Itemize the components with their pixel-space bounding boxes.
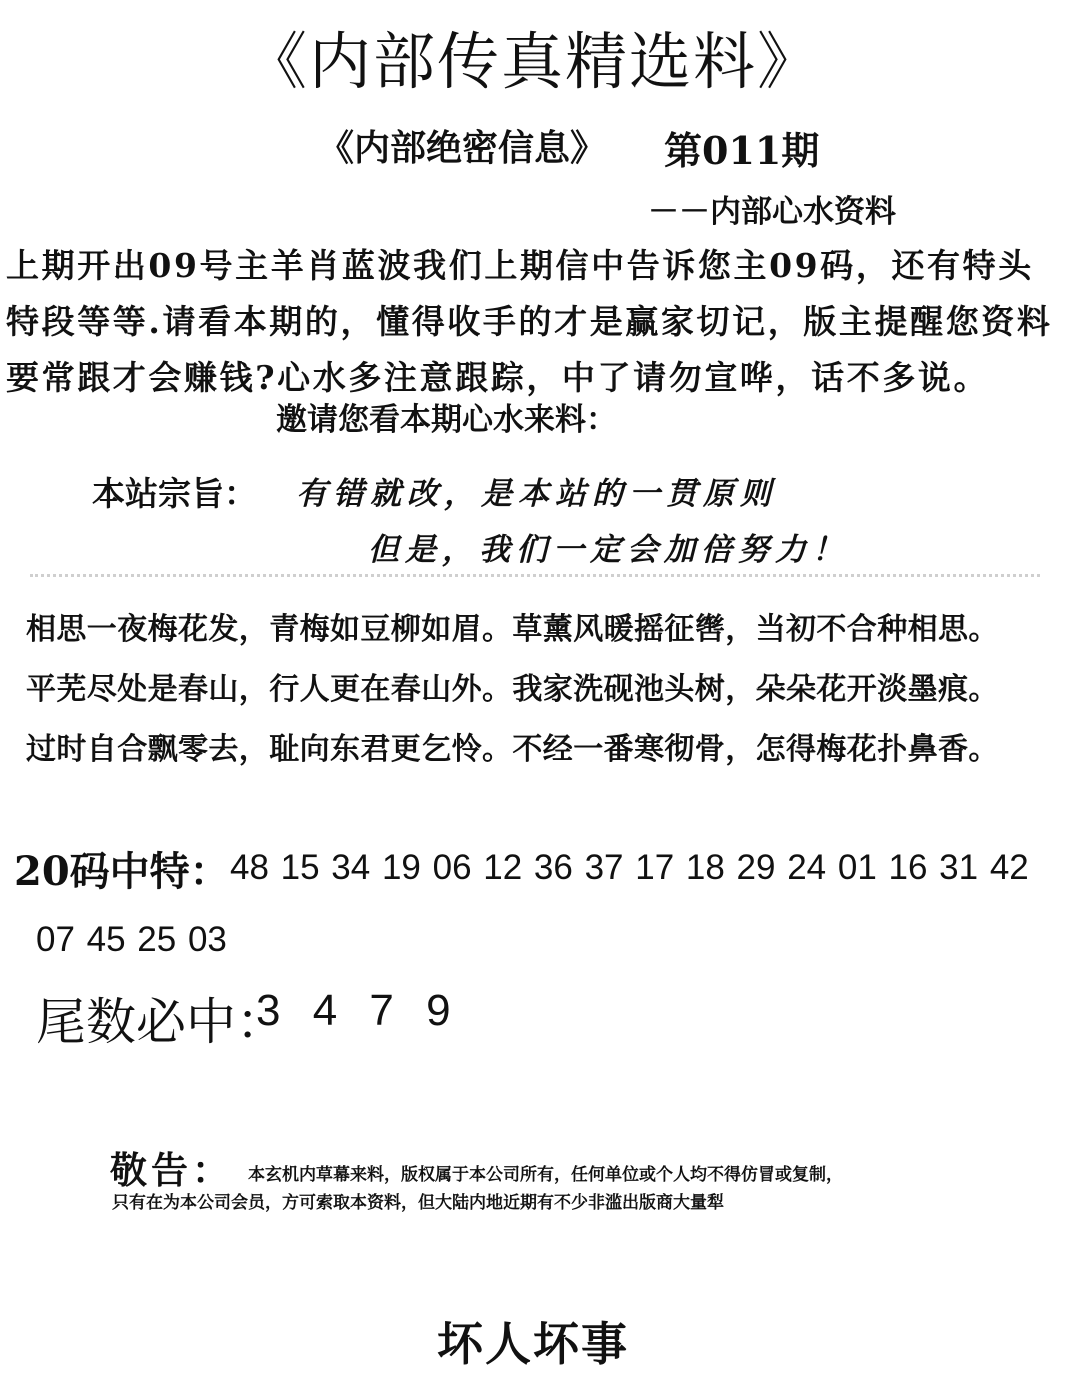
page-title: 《内部传真精选料》 [244,25,821,98]
notice-line-1: 本玄机内草幕来料，版权属于本公司所有，任何单位或个人均不得仿冒或复制， [248,1165,843,1185]
poem-line: 平芜尽处是春山，行人更在春山外。我家洗砚池头树，朵朵花开淡墨痕。 [26,672,999,707]
notice-label: 敬告： [110,1148,233,1192]
notice-line-2: 只有在为本公司会员，方可索取本资料，但大陆内地近期有不少非滥出版商大量犁 [112,1193,724,1213]
tema-numbers-line-1: 48 15 34 19 06 12 36 37 17 18 29 24 01 16 31 42 [230,848,1029,887]
subhead: 《内部绝密信息》 [318,127,607,169]
motto-line-2: 但是，我们一定会加倍努力！ [368,532,849,568]
divider [30,574,1040,577]
intro-paragraph: 上期开出09号主羊肖蓝波我们上期信中告诉您主09码，还有特头特段等等.请看本期的，懂得收手的才是赢家切记，版主提醒您资料要常跟才会赚钱?心水多注意跟踪，中了请勿宣哗，话不多说。 [6,246,1053,397]
issue-number: 第011期 [664,128,820,173]
source-line: －－内部心水资料 [648,194,896,230]
tail-label: 尾数必中： [36,993,286,1051]
motto-line-1: 有错就改，是本站的一贯原则 [296,476,777,512]
footer-text: 坏人坏事 [437,1317,629,1371]
motto-label: 本站宗旨： [92,474,257,513]
poem-line: 相思一夜梅花发，青梅如豆柳如眉。草薰风暖摇征辔，当初不合种相思。 [26,612,999,647]
poem-line: 过时自合飘零去，耻向东君更乞怜。不经一番寒彻骨，怎得梅花扑鼻香。 [26,732,999,767]
invite-line: 邀请您看本期心水来料： [276,402,617,438]
tema-numbers-line-2: 07 45 25 03 [36,920,227,959]
tail-numbers: 3 4 7 9 [256,986,451,1035]
tema-label: 20码中特： [14,848,230,895]
